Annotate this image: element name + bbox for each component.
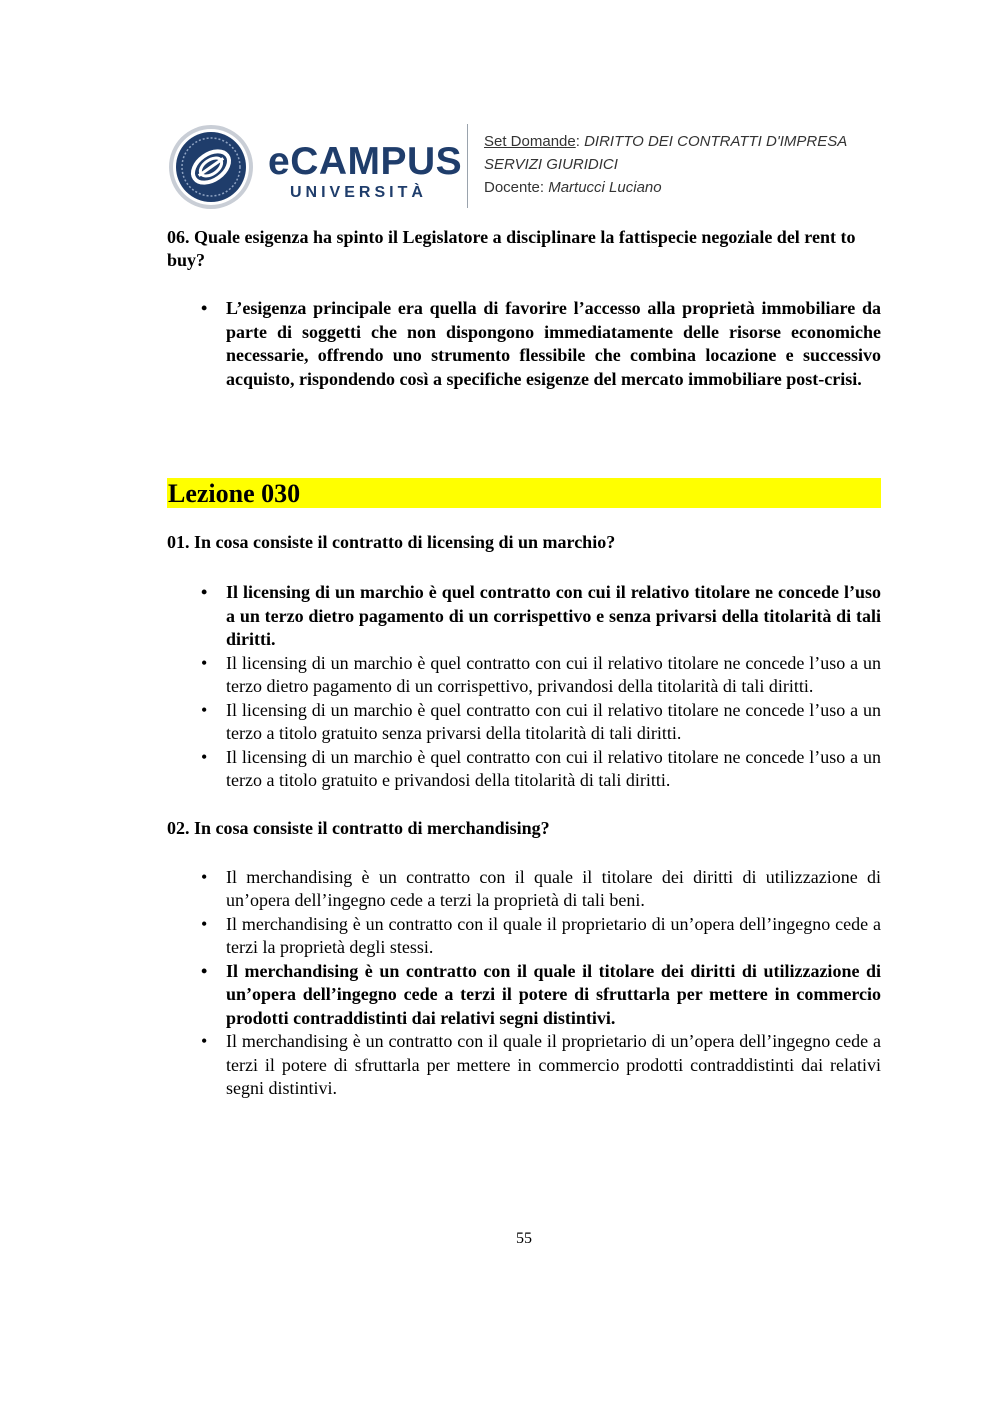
set-line: Set Domande: DIRITTO DEI CONTRATTI D'IMPRESA [484, 133, 848, 150]
bullet: • [201, 652, 208, 673]
bullet: • [201, 746, 208, 767]
teacher-value: Martucci Luciano [548, 179, 662, 196]
bullet: • [201, 298, 208, 318]
answer-text: Il merchandising è un contratto con il quale il titolare dei diritti di utilizzazione di un’opera dell’ingegno cede a terzi il potere di sfruttarla per mettere in commercio prodotti contraddistinti dai relativi segni distintivi. [226, 960, 881, 1028]
page-content [167, 226, 881, 1101]
answer-item [167, 652, 881, 699]
question-title: 02. In cosa consiste il contratto di merchandising? [167, 817, 550, 838]
page-header [168, 122, 888, 214]
question-title: 01. In cosa consiste il contratto di licensing di un marchio? [167, 532, 616, 552]
answer-text: L’esigenza principale era quella di favorire l’accesso alla proprietà immobiliare da parte di soggetti che non dispongono immediatamente delle risorse economiche necessarie, offrendo uno strumento flessibile che combina locazione e successivo acquisto, rispondendo così a specifiche esigenze del mercato immobiliare post-crisi. [226, 298, 881, 389]
answer-item [167, 746, 881, 793]
answer-text: Il licensing di un marchio è quel contratto con cui il relativo titolare ne concede l’uso a un terzo dietro pagamento di un corrispettivo, privandosi della titolarità di tali diritti. [226, 652, 881, 696]
answer-text: Il merchandising è un contratto con il quale il proprietario di un’opera dell’ingegno cede a terzi la proprietà degli stessi. [226, 913, 881, 957]
answer-text: Il licensing di un marchio è quel contratto con cui il relativo titolare ne concede l’uso a un terzo dietro pagamento di un corrispettivo e senza privarsi della titolarità di tali diritti. [226, 582, 881, 649]
answer-item [167, 866, 881, 913]
answer-text: Il merchandising è un contratto con il quale il proprietario di un’opera dell’ingegno cede a terzi il potere di sfruttarla per mettere in commercio prodotti contraddistinti dai relativi segni distintivi. [226, 1031, 881, 1098]
bullet: • [201, 913, 208, 934]
answer-text: Il merchandising è un contratto con il quale il titolare dei diritti di utilizzazione di un’opera dell’ingegno cede a terzi la proprietà di tali beni. [226, 866, 881, 910]
answer-text: Il licensing di un marchio è quel contratto con cui il relativo titolare ne concede l’uso a un terzo a titolo gratuito senza privarsi della titolarità di tali diritti. [226, 699, 881, 743]
bullet: • [201, 866, 208, 887]
answer-list [167, 297, 881, 391]
logo-wordmark: eCAMPUS [268, 140, 463, 183]
answer-list [167, 866, 881, 1101]
answer-item-correct [167, 960, 881, 1031]
answer-list [167, 581, 881, 793]
university-seal-icon [168, 124, 254, 210]
page-number: 55 [516, 1230, 532, 1247]
header-divider [467, 124, 468, 208]
teacher-label: Docente [484, 179, 540, 196]
set-value: DIRITTO DEI CONTRATTI D'IMPRESA [584, 133, 848, 150]
question-title: 06. Quale esigenza ha spinto il Legislatore a disciplinare la fattispecie negoziale del rent to buy? [167, 227, 856, 270]
answer-text: Il licensing di un marchio è quel contratto con cui il relativo titolare ne concede l’uso a un terzo a titolo gratuito e privandosi della titolarità di tali diritti. [226, 746, 881, 790]
bullet: • [201, 1031, 208, 1051]
answer-item [167, 913, 881, 960]
bullet: • [201, 960, 208, 981]
answer-item [167, 1030, 881, 1101]
teacher-line: Docente: Martucci Luciano [484, 179, 662, 196]
bullet: • [201, 699, 208, 720]
set-label: Set Domande [484, 133, 576, 150]
logo-subtitle: UNIVERSITÀ [290, 184, 427, 201]
university-logo [268, 142, 462, 202]
answer-item-correct [167, 581, 881, 652]
header-info [484, 130, 847, 199]
answer-item-correct [167, 297, 881, 391]
lesson-heading: Lezione 030 [167, 478, 881, 508]
bullet: • [201, 582, 208, 602]
answer-item [167, 699, 881, 746]
set-value-line2: SERVIZI GIURIDICI [484, 156, 618, 173]
